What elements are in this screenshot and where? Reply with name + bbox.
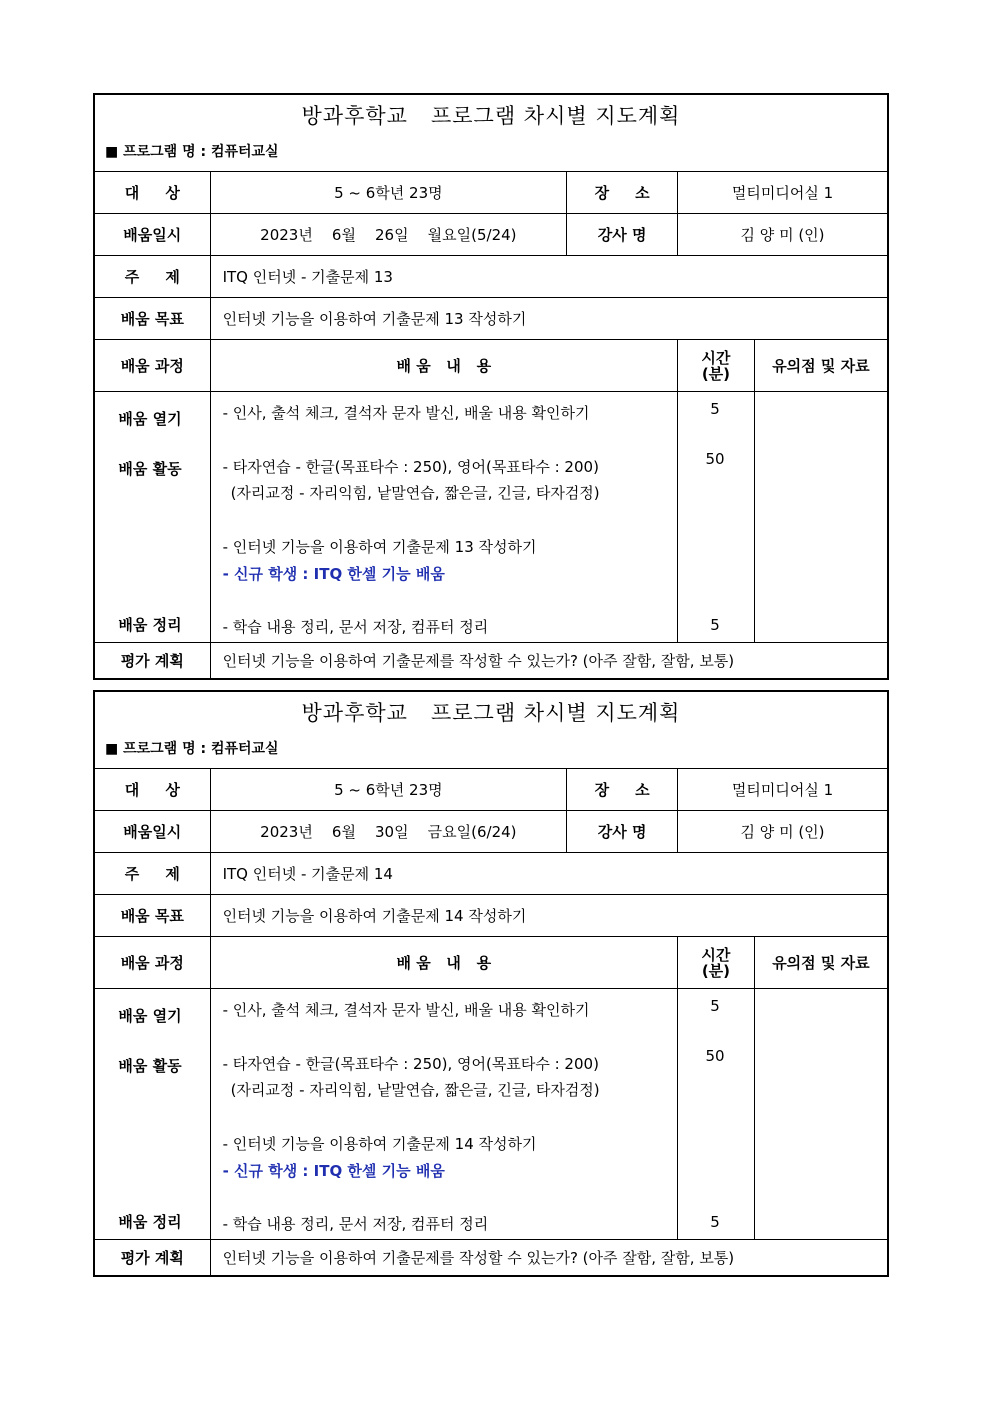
time-open: 5: [710, 400, 720, 418]
place-label: 장 소: [567, 172, 678, 214]
stage-column: [95, 989, 210, 1240]
time-open: 5: [710, 997, 720, 1015]
notes-label: 유의점 및 자료: [754, 937, 887, 989]
content-label: 배 움 내 용: [210, 937, 678, 989]
time-label-line1: 시간: [701, 945, 731, 964]
date-label: 배움일시: [95, 214, 210, 256]
notes-column: [754, 392, 887, 643]
plan-table: [95, 172, 887, 678]
stage-open: 배움 열기: [118, 1007, 182, 1025]
goal-label: 배움 목표: [95, 298, 210, 340]
content-line-highlight: - 신규 학생 : ITQ 한셀 기능 배움: [222, 1162, 445, 1180]
goal-value: 인터넷 기능을 이용하여 기출문제 14 작성하기: [210, 895, 887, 937]
time-activity: 50: [705, 450, 725, 468]
time-label: [678, 340, 755, 392]
content-line: - 인터넷 기능을 이용하여 기출문제 14 작성하기: [222, 1135, 537, 1153]
time-wrapup: 5: [710, 1213, 720, 1231]
stage-column: [95, 392, 210, 643]
date-label: 배움일시: [95, 811, 210, 853]
content-line-highlight: - 신규 학생 : ITQ 한셀 기능 배움: [222, 565, 445, 583]
target-value: 5 ~ 6학년 23명: [210, 769, 567, 811]
stage-wrapup: 배움 정리: [118, 616, 182, 634]
content-column: [210, 989, 678, 1240]
lesson-plan-2: [93, 690, 889, 1277]
notes-label: 유의점 및 자료: [754, 340, 887, 392]
program-name: ■ 프로그램 명 : 컴퓨터교실: [95, 137, 887, 172]
eval-label: 평가 계획: [95, 1240, 210, 1276]
content-line: - 인터넷 기능을 이용하여 기출문제 13 작성하기: [222, 538, 537, 556]
time-wrapup: 5: [710, 616, 720, 634]
topic-label: 주 제: [95, 256, 210, 298]
content-line: - 타자연습 - 한글(목표타수 : 250), 영어(목표타수 : 200): [222, 1055, 599, 1073]
eval-label: 평가 계획: [95, 643, 210, 679]
teacher-label: 강사 명: [567, 811, 678, 853]
process-label: 배움 과정: [95, 340, 210, 392]
content-column: [210, 392, 678, 643]
target-value: 5 ~ 6학년 23명: [210, 172, 567, 214]
target-label: 대 상: [95, 172, 210, 214]
program-name: ■ 프로그램 명 : 컴퓨터교실: [95, 734, 887, 769]
lesson-plan-1: [93, 93, 889, 680]
content-line: - 타자연습 - 한글(목표타수 : 250), 영어(목표타수 : 200): [222, 458, 599, 476]
teacher-label: 강사 명: [567, 214, 678, 256]
eval-value: 인터넷 기능을 이용하여 기출문제를 작성할 수 있는가? (아주 잘함, 잘함, 보통): [210, 1240, 887, 1276]
content-line: - 인사, 출석 체크, 결석자 문자 발신, 배울 내용 확인하기: [222, 404, 590, 422]
date-value: 2023년 6월 30일 금요일(6/24): [210, 811, 567, 853]
stage-wrapup: 배움 정리: [118, 1213, 182, 1231]
goal-value: 인터넷 기능을 이용하여 기출문제 13 작성하기: [210, 298, 887, 340]
stage-open: 배움 열기: [118, 410, 182, 428]
time-column: [678, 989, 755, 1240]
target-label: 대 상: [95, 769, 210, 811]
content-line: - 학습 내용 정리, 문서 저장, 컴퓨터 정리: [222, 1215, 489, 1233]
topic-value: ITQ 인터넷 - 기출문제 14: [210, 853, 887, 895]
content-line: - 인사, 출석 체크, 결석자 문자 발신, 배울 내용 확인하기: [222, 1001, 590, 1019]
place-value: 멀티미디어실 1: [678, 769, 887, 811]
teacher-value: 김 양 미 (인): [678, 811, 887, 853]
content-line: - 학습 내용 정리, 문서 저장, 컴퓨터 정리: [222, 618, 489, 636]
content-label: 배 움 내 용: [210, 340, 678, 392]
content-line: (자리교정 - 자리익힘, 낱말연습, 짧은글, 긴글, 타자검정): [230, 484, 600, 502]
stage-activity: 배움 활동: [118, 1057, 182, 1075]
time-label-line2: (분): [701, 364, 731, 383]
time-label-line2: (분): [701, 961, 731, 980]
teacher-value: 김 양 미 (인): [678, 214, 887, 256]
stage-activity: 배움 활동: [118, 460, 182, 478]
goal-label: 배움 목표: [95, 895, 210, 937]
time-activity: 50: [705, 1047, 725, 1065]
content-line: (자리교정 - 자리익힘, 낱말연습, 짧은글, 긴글, 타자검정): [230, 1081, 600, 1099]
eval-value: 인터넷 기능을 이용하여 기출문제를 작성할 수 있는가? (아주 잘함, 잘함, 보통): [210, 643, 887, 679]
topic-value: ITQ 인터넷 - 기출문제 13: [210, 256, 887, 298]
plan-title: 방과후학교 프로그램 차시별 지도계획: [301, 701, 681, 725]
place-value: 멀티미디어실 1: [678, 172, 887, 214]
place-label: 장 소: [567, 769, 678, 811]
date-value: 2023년 6월 26일 월요일(5/24): [210, 214, 567, 256]
plan-title: 방과후학교 프로그램 차시별 지도계획: [301, 104, 681, 128]
time-label: [678, 937, 755, 989]
time-column: [678, 392, 755, 643]
time-label-line1: 시간: [701, 348, 731, 367]
notes-column: [754, 989, 887, 1240]
topic-label: 주 제: [95, 853, 210, 895]
plan-table: [95, 769, 887, 1275]
process-label: 배움 과정: [95, 937, 210, 989]
